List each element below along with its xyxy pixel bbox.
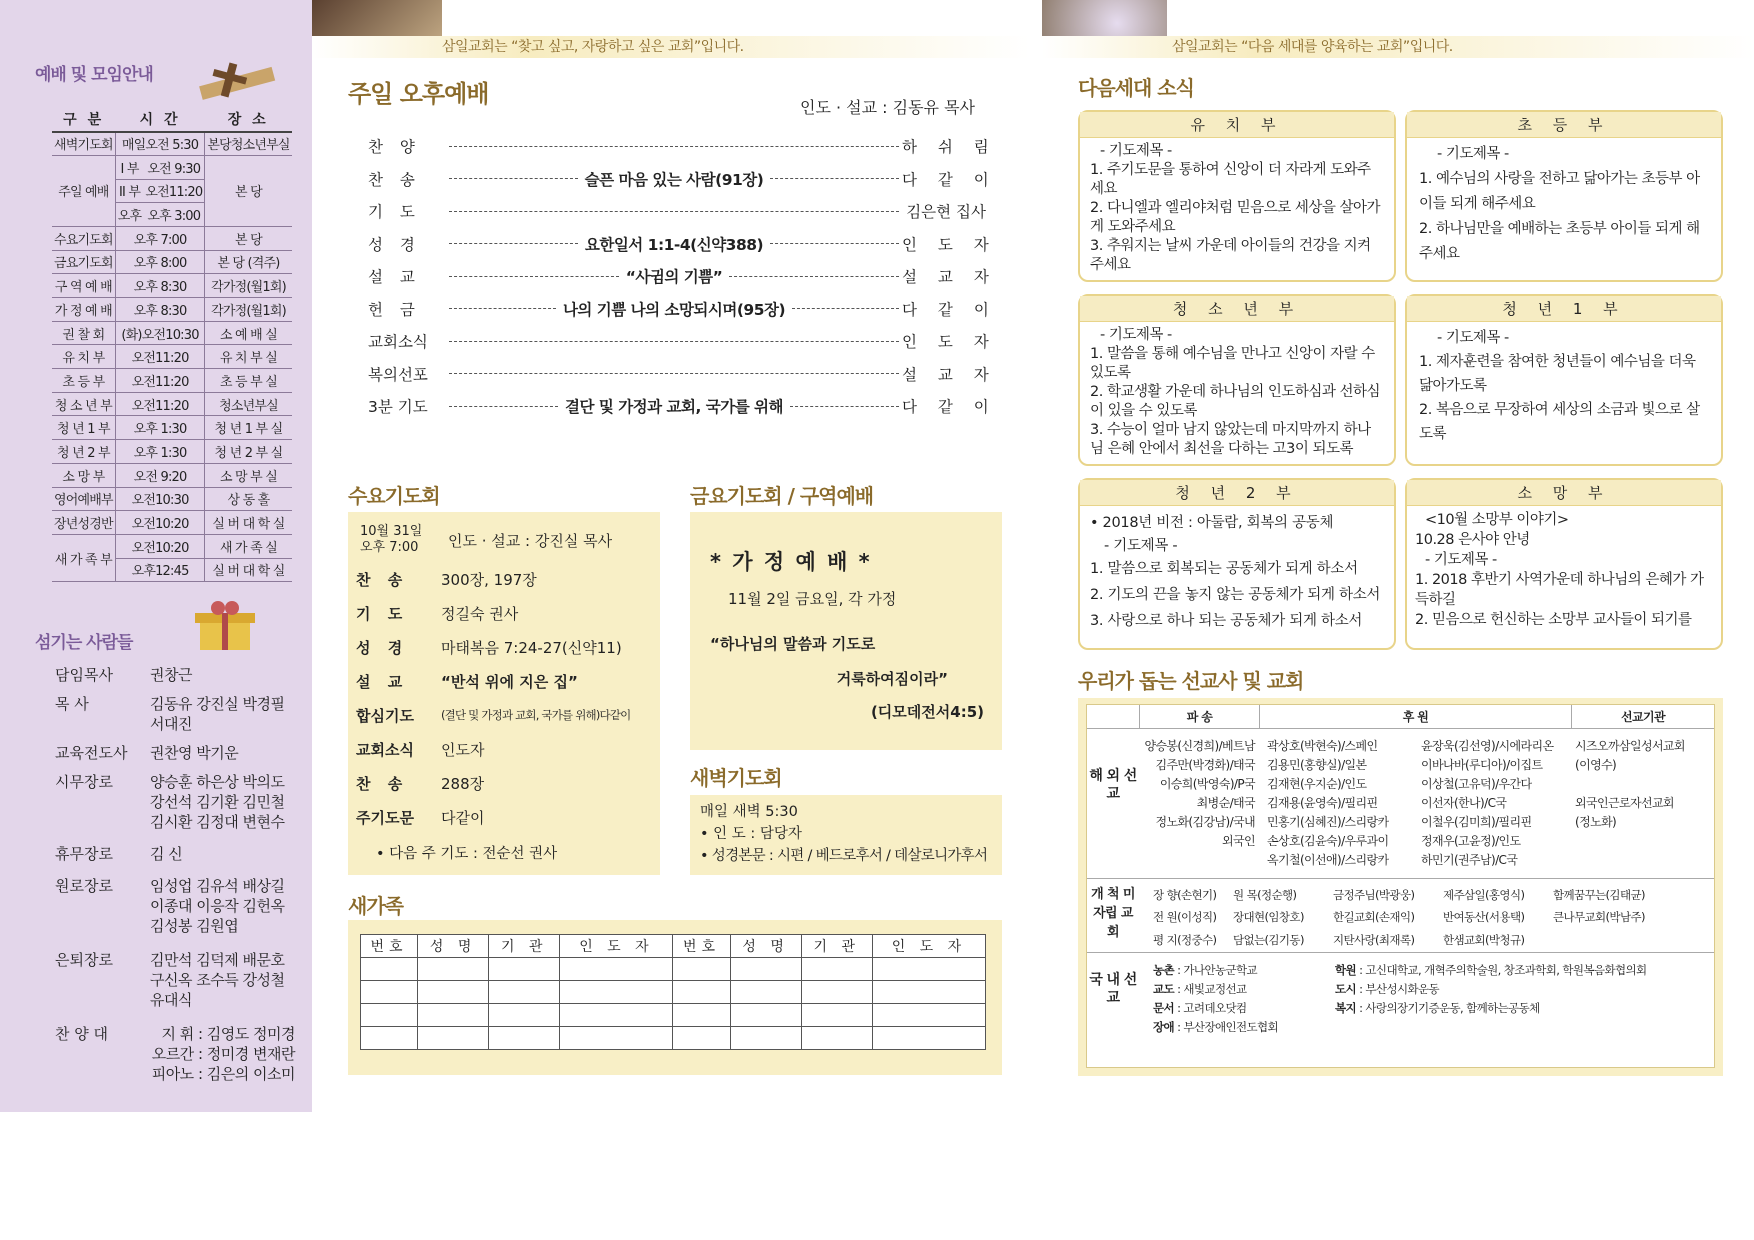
next-gen-title: 다음세대 소식 xyxy=(1078,76,1194,100)
sunday-pm-title: 주일 오후예배 xyxy=(348,80,489,108)
banner-left: 삼일교회는 “찾고 싶고, 자랑하고 싶은 교회”입니다. xyxy=(312,36,1030,58)
card-elementary: 초 등 부 - 기도제목 - 1. 예수님의 사랑을 전하고 닮아가는 초등부 아이들 되게 해주세요 2. 하나님만을 예배하는 초등부 아이들 되게 해주세요 xyxy=(1405,110,1723,282)
wed-title: 수요기도회 xyxy=(348,484,440,508)
servers-list: 담임목사 권창근 목 사 김동유 강진실 박경필 서대진 교육전도사 권찬영 박기운 시무장로 양승훈 하은상 박의도 강선석 김기환 김민철 김시환 김정대 변현수 휴무장로 김 신 원로장로 임성업 김유석 배상길 이종대 이응작 김헌옥 김성봉 김원엽 은퇴장로 김만석 김덕제 배문호 구신옥 조수득 강성철 유대식 찬 양 대 지 휘 : 김영도 정미경 오르간 : 정미경 변재란 피아노 : 김은의 이소미 xyxy=(55,666,295,1083)
card-hope: 소 망 부 <10월 소망부 이야기> 10.28 은사야 안녕 - 기도제목 - 1. 2018 후반기 사역가운데 하나님의 은혜가 가득하길 2. 믿음으로 헌신하는 소망부 교사들이 되기를 xyxy=(1405,478,1723,650)
fri-title: 금요기도회 / 구역예배 xyxy=(690,484,874,508)
card-kinder: 유 치 부 - 기도제목 - 1. 주기도문을 통하여 신앙이 더 자라게 도와주세요 2. 다니엘과 엘리야처럼 믿음으로 세상을 살아가게 도와주세요 3. 추워지는 날씨 가운데 아이들의 건강을 지켜주세요 xyxy=(1078,110,1396,282)
gift-icon xyxy=(190,595,270,655)
servers-title: 섬기는 사람들 xyxy=(35,633,133,653)
newfamily-box xyxy=(348,920,1002,1075)
missions-box: 파 송 후 원 선교기관 해 외 선 교 양승봉(신경희)/베트남 김주만(박경화)/태국 이승희(박영숙)/P국 최병순/태국 정노화(김강남)/국내 외국인 곽상호(박현숙)/스페인 김용민(홍향실)/일본 김재현(우지순)/인도 김재용(윤영숙)/필리핀 민홍기(심혜진)/스리랑카 손상호(김윤숙)/우루과이 옥기철(이선애)/스리랑카 윤장욱(김선영)/시에라리온 이바나바(루디아)/이집트 이상철(고유덕)/우간다 이선자(한나)/C국 이철우(김미희)/필리핀 정재우(고윤정)/인도 하민기(권주남)/C국 시즈오까삼일성서교회 (이영수) 외국인근로자선교회 (정노화) 개 척 미자립 교 회 장 향(손현기) 원 목(정순행) 금정주님(박광웅) 제주삼일(홍영식) 함께꿈꾸는(김태균) 전 원(이성직) 장대현(임창호) 한길교회(손재익) 반여동산(서용택) 큰나무교회(박남주) 평 지(정중수) 담없는(김기동) 지탄사랑(최재록) 한샘교회(박청규) 국 내 선 교 농촌 : 가나안농군학교 학원 : 고신대학교, 개혁주의학술원, 창조과학회, 학원복음화협의회 교도 : 새빛교정선교 도시 : 부산성시화운동 문서 : 고려데오닷컴 복지 : 사랑의장기기증운동, 함께하는공동체 장애 : 부산장애인전도협회 xyxy=(1078,698,1723,1076)
card-young-adult-2: 청 년 2 부 • 2018년 비전 : 아둘람, 회복의 공동체 - 기도제목 - 1. 말씀으로 회복되는 공동체가 되게 하소서 2. 기도의 끈을 놓지 않는 공동체가 되게 하소서 3. 사랑으로 하나 되는 공동체가 되게 하소서 xyxy=(1078,478,1396,650)
dawn-box: 매일 새벽 5:30 • 인 도 : 담당자 • 성경본문 : 시편 / 베드로후서 / 데살로니가후서 xyxy=(690,795,1002,875)
newfamily-title: 새가족 xyxy=(348,894,403,918)
dawn-title: 새벽기도회 xyxy=(690,766,782,790)
schedule-table: 구 분 시 간 장 소 새벽기도회 매일오전 5:30 본당청소년부실 주일 예배 I 부 오전 9:30 본 당 II 부 오전11:20 오후 오후 3:00 수요기도회 오후 7:00 본 당 금요기도회 오후 8:00 본 당 (격주) 구 역 예 배 오후 8:30 각가정(월1회) 가 정 예 배 오후 8:30 각가정(월1회) 권 찰 회 (화)오전10:30 소 예 배 실 유 치 부 오전11:20 유 치 부 실 초 등 부 오전11:20 초 등 부 실 청 소 년 부 오전11:20 청소년부실 청 년 1 부 오후 1:30 청 년 1 부 실 청 년 2 부 오후 1:30 청 년 2 부 실 소 망 부 오전 9:20 소 망 부 실 영어예배부 오전10:30 상 동 홀 장년성경반 오전10:20 실 버 대 학 실 새 가 족 부 오전10:20 새 가 족 실 오후12:45 실 버 대 학 실 xyxy=(52,108,292,582)
card-young-adult-1: 청 년 1 부 - 기도제목 - 1. 제자훈련을 참여한 청년들이 예수님을 더욱 닮아가도록 2. 복음으로 무장하여 세상의 소금과 빛으로 살도록 xyxy=(1405,294,1723,466)
banner-right: 삼일교회는 “다음 세대를 양육하는 교회”입니다. xyxy=(1042,36,1754,58)
fri-box: * 가 정 예 배 * 11월 2일 금요일, 각 가정 “하나님의 말씀과 기도로 거룩하여짐이라” (디모데전서4:5) xyxy=(690,512,1002,750)
sunday-pm-leader: 인도 · 설교 : 김동유 목사 xyxy=(800,98,976,117)
sunday-pm-order: 찬 양 하 쉬 림 찬 송 슬픈 마음 있는 사람(91장) 다 같 이 기 도 김은현 집사 성 경 요한일서 1:1-4(신약388) 인 도 자 설 교 “사귐의 기쁨” 설 교 자 헌 금 나의 기쁨 나의 소망되시며(95장) 다 같 이 교회소식 인 도 자 복의선포 설 교 자 3분 기도 결단 및 가정과 교회, 국가를 위해 다 같 이 xyxy=(368,138,997,417)
card-youth: 청 소 년 부 - 기도제목 - 1. 말씀을 통해 예수님을 만나고 신앙이 자랄 수 있도록 2. 학교생활 가운데 하나님의 인도하심과 선하심이 있을 수 있도록 3. 수능이 얼마 남지 않았는데 마지막까지 하나님 은혜 안에서 최선을 다하는 고3이 되도록 xyxy=(1078,294,1396,466)
newfamily-table: 번호 성 명 기 관 인 도 자 번호 성 명 기 관 인 도 자 xyxy=(360,934,986,1050)
missions-title: 우리가 돕는 선교사 및 교회 xyxy=(1078,669,1304,693)
bible-cross-icon xyxy=(195,55,285,100)
wed-box: 10월 31일 오후 7:00 인도 · 설교 : 강진실 목사 찬 송 300장, 197장 기 도 정길숙 권사 성 경 마태복음 7:24-27(신약11) 설 교 “반석 위에 지은 집” 합심기도 (결단 및 가정과 교회, 국가를 위해)다같이 교회소식 인도자 찬 송 288장 주기도문 다같이 • 다음 주 기도 : 전순선 권사 xyxy=(348,512,660,875)
worship-guide-title: 예배 및 모임안내 xyxy=(35,65,153,85)
